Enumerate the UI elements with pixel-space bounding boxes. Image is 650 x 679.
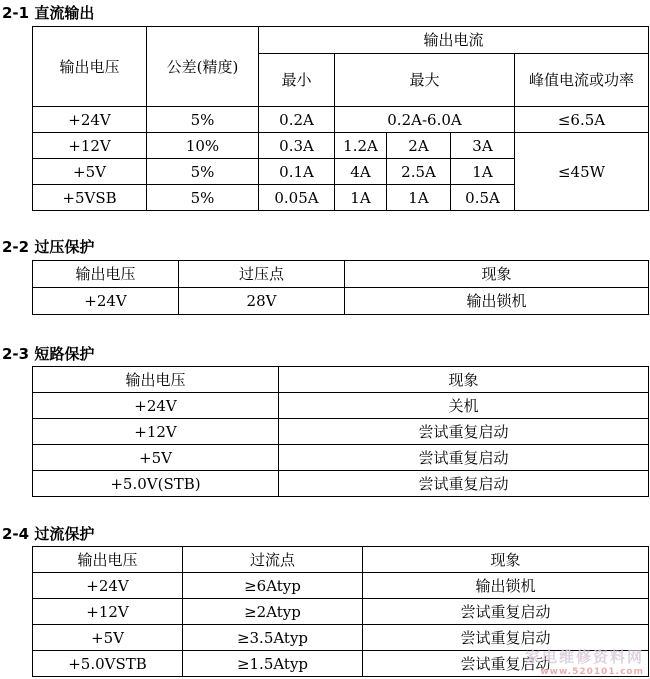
table-row (33, 419, 649, 445)
section-title-overvoltage: 2-2 过压保护 (2, 238, 95, 256)
cell-tolerance: 10% (147, 133, 259, 159)
short-circuit-table (32, 366, 649, 497)
cell-voltage: +5VSB (33, 185, 147, 211)
table-header-row (33, 261, 649, 288)
section-title-short-circuit: 2-3 短路保护 (2, 345, 95, 363)
table-header-row (33, 547, 649, 573)
cell-phenomenon: 尝试重复启动 (279, 419, 649, 445)
cell-voltage: +24V (33, 107, 147, 133)
header-phenomenon: 现象 (279, 367, 649, 393)
cell-max-1: 1A (335, 185, 387, 211)
cell-max-1: 1.2A (335, 133, 387, 159)
cell-tolerance: 5% (147, 107, 259, 133)
section-title-overcurrent: 2-4 过流保护 (2, 525, 95, 543)
cell-voltage: +5V (33, 625, 183, 651)
cell-voltage: +5V (33, 445, 279, 471)
cell-tolerance: 5% (147, 159, 259, 185)
cell-max-2: 1A (387, 185, 451, 211)
cell-voltage: +12V (33, 599, 183, 625)
cell-voltage: +5V (33, 159, 147, 185)
cell-max-2: 2A (387, 133, 451, 159)
cell-oc-point: ≥3.5Atyp (183, 625, 363, 651)
cell-phenomenon: 尝试重复启动 (279, 445, 649, 471)
header-tolerance: 公差(精度) (147, 27, 259, 107)
cell-max-1: 4A (335, 159, 387, 185)
dc-output-table (32, 26, 649, 211)
table-row (33, 573, 649, 599)
header-phenomenon: 现象 (363, 547, 649, 573)
cell-phenomenon: 尝试重复启动 (279, 471, 649, 497)
watermark-text: 家电维修资料网 (524, 648, 644, 666)
watermark (525, 646, 644, 677)
cell-min: 0.3A (259, 133, 335, 159)
overvoltage-table (32, 260, 649, 315)
cell-phenomenon: 输出锁机 (345, 288, 649, 315)
cell-peak-shared: ≤45W (515, 133, 649, 211)
cell-phenomenon: 尝试重复启动 (363, 625, 649, 651)
cell-oc-point: ≥2Atyp (183, 599, 363, 625)
cell-peak: ≤6.5A (515, 107, 649, 133)
table-row (33, 107, 649, 133)
cell-phenomenon: 尝试重复启动 (363, 599, 649, 625)
cell-min: 0.2A (259, 107, 335, 133)
cell-max-3: 0.5A (451, 185, 515, 211)
cell-phenomenon: 关机 (279, 393, 649, 419)
section-title-dc-output: 2-1 直流输出 (2, 4, 95, 22)
table-row (33, 471, 649, 497)
header-peak: 峰值电流或功率 (515, 54, 649, 107)
cell-tolerance: 5% (147, 185, 259, 211)
table-row (33, 393, 649, 419)
cell-voltage: +5.0VSTB (33, 651, 183, 677)
table-row (33, 445, 649, 471)
watermark-url: www.520101.com (540, 667, 644, 677)
cell-max-3: 3A (451, 133, 515, 159)
cell-voltage: +5.0V(STB) (33, 471, 279, 497)
table-row (33, 599, 649, 625)
header-oc-point: 过流点 (183, 547, 363, 573)
cell-ov-point: 28V (179, 288, 345, 315)
cell-phenomenon: 尝试重复启动 (363, 651, 649, 677)
header-output-voltage: 输出电压 (33, 547, 183, 573)
cell-min: 0.05A (259, 185, 335, 211)
cell-voltage: +24V (33, 573, 183, 599)
header-max: 最大 (335, 54, 515, 107)
cell-voltage: +24V (33, 288, 179, 315)
cell-oc-point: ≥6Atyp (183, 573, 363, 599)
cell-voltage: +12V (33, 133, 147, 159)
cell-max: 0.2A-6.0A (335, 107, 515, 133)
cell-phenomenon: 输出锁机 (363, 573, 649, 599)
cell-oc-point: ≥1.5Atyp (183, 651, 363, 677)
header-output-voltage: 输出电压 (33, 27, 147, 107)
header-output-current: 输出电流 (259, 27, 649, 54)
header-ov-point: 过压点 (179, 261, 345, 288)
cell-max-2: 2.5A (387, 159, 451, 185)
cell-max-3: 1A (451, 159, 515, 185)
table-row (33, 288, 649, 315)
header-min: 最小 (259, 54, 335, 107)
cell-min: 0.1A (259, 159, 335, 185)
cell-voltage: +12V (33, 419, 279, 445)
header-output-voltage: 输出电压 (33, 367, 279, 393)
table-row (33, 133, 649, 159)
cell-voltage: +24V (33, 393, 279, 419)
header-phenomenon: 现象 (345, 261, 649, 288)
header-output-voltage: 输出电压 (33, 261, 179, 288)
table-header-row (33, 367, 649, 393)
